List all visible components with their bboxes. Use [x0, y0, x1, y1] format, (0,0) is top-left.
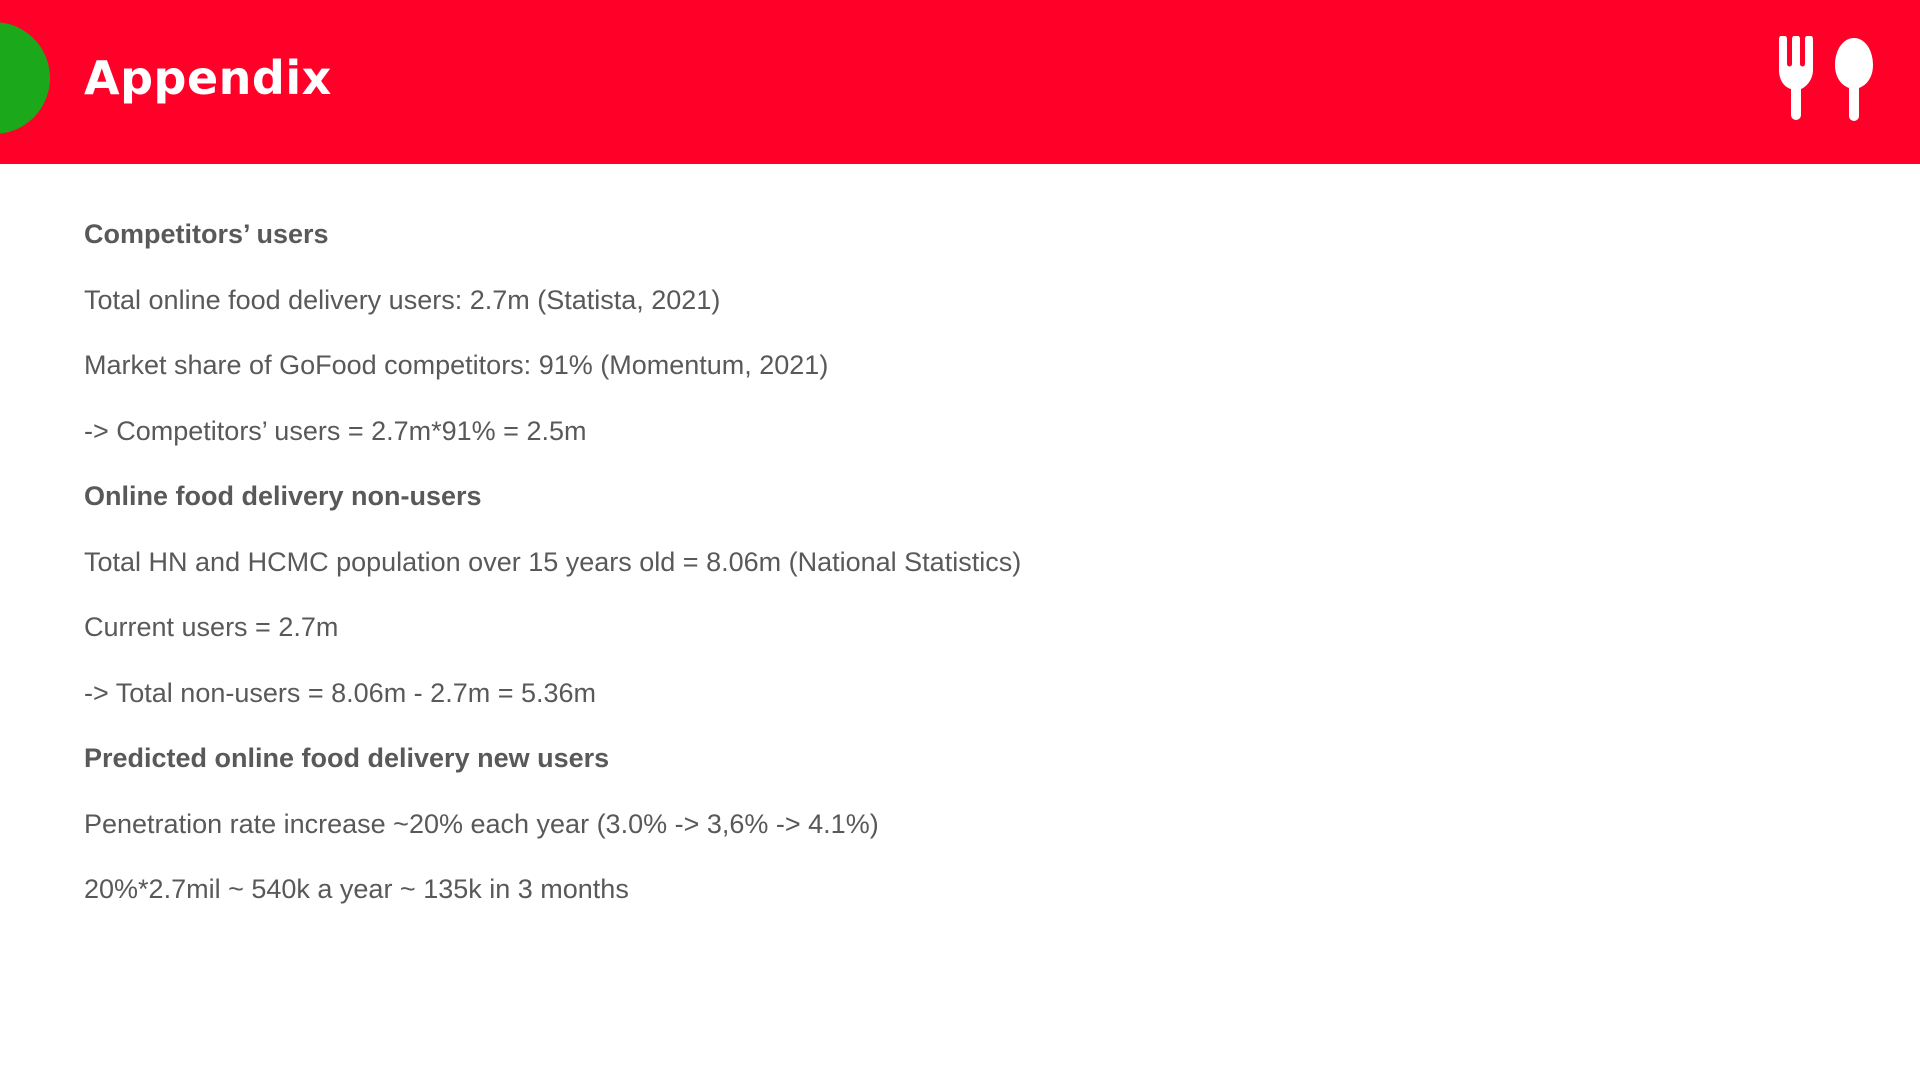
body-line: Total HN and HCMC population over 15 years old = 8.06m (National Statistics) — [84, 546, 1022, 577]
fork-shape — [1779, 36, 1813, 120]
body-line: Penetration rate increase ~20% each year (3.0% -> 3,6% -> 4.1%) — [84, 808, 879, 839]
appendix-content — [84, 218, 1784, 939]
body-line: -> Competitors’ users = 2.7m*91% = 2.5m — [84, 415, 587, 446]
section-heading: Online food delivery non-users — [84, 481, 482, 511]
section-heading: Predicted online food delivery new users — [84, 743, 610, 773]
page-title: Appendix — [84, 51, 332, 105]
fork-and-spoon-icon — [1774, 36, 1880, 122]
green-circle-decoration — [0, 22, 50, 134]
body-line: 20%*2.7mil ~ 540k a year ~ 135k in 3 months — [84, 874, 629, 904]
header-band — [0, 0, 1920, 164]
body-line: Market share of GoFood competitors: 91% (Momentum, 2021) — [84, 350, 829, 380]
section-heading: Competitors’ users — [84, 219, 329, 249]
body-line: Total online food delivery users: 2.7m (Statista, 2021) — [84, 284, 721, 315]
body-line: -> Total non-users = 8.06m - 2.7m = 5.36m — [84, 677, 597, 708]
body-line: Current users = 2.7m — [84, 612, 339, 642]
spoon-shape — [1835, 38, 1873, 121]
